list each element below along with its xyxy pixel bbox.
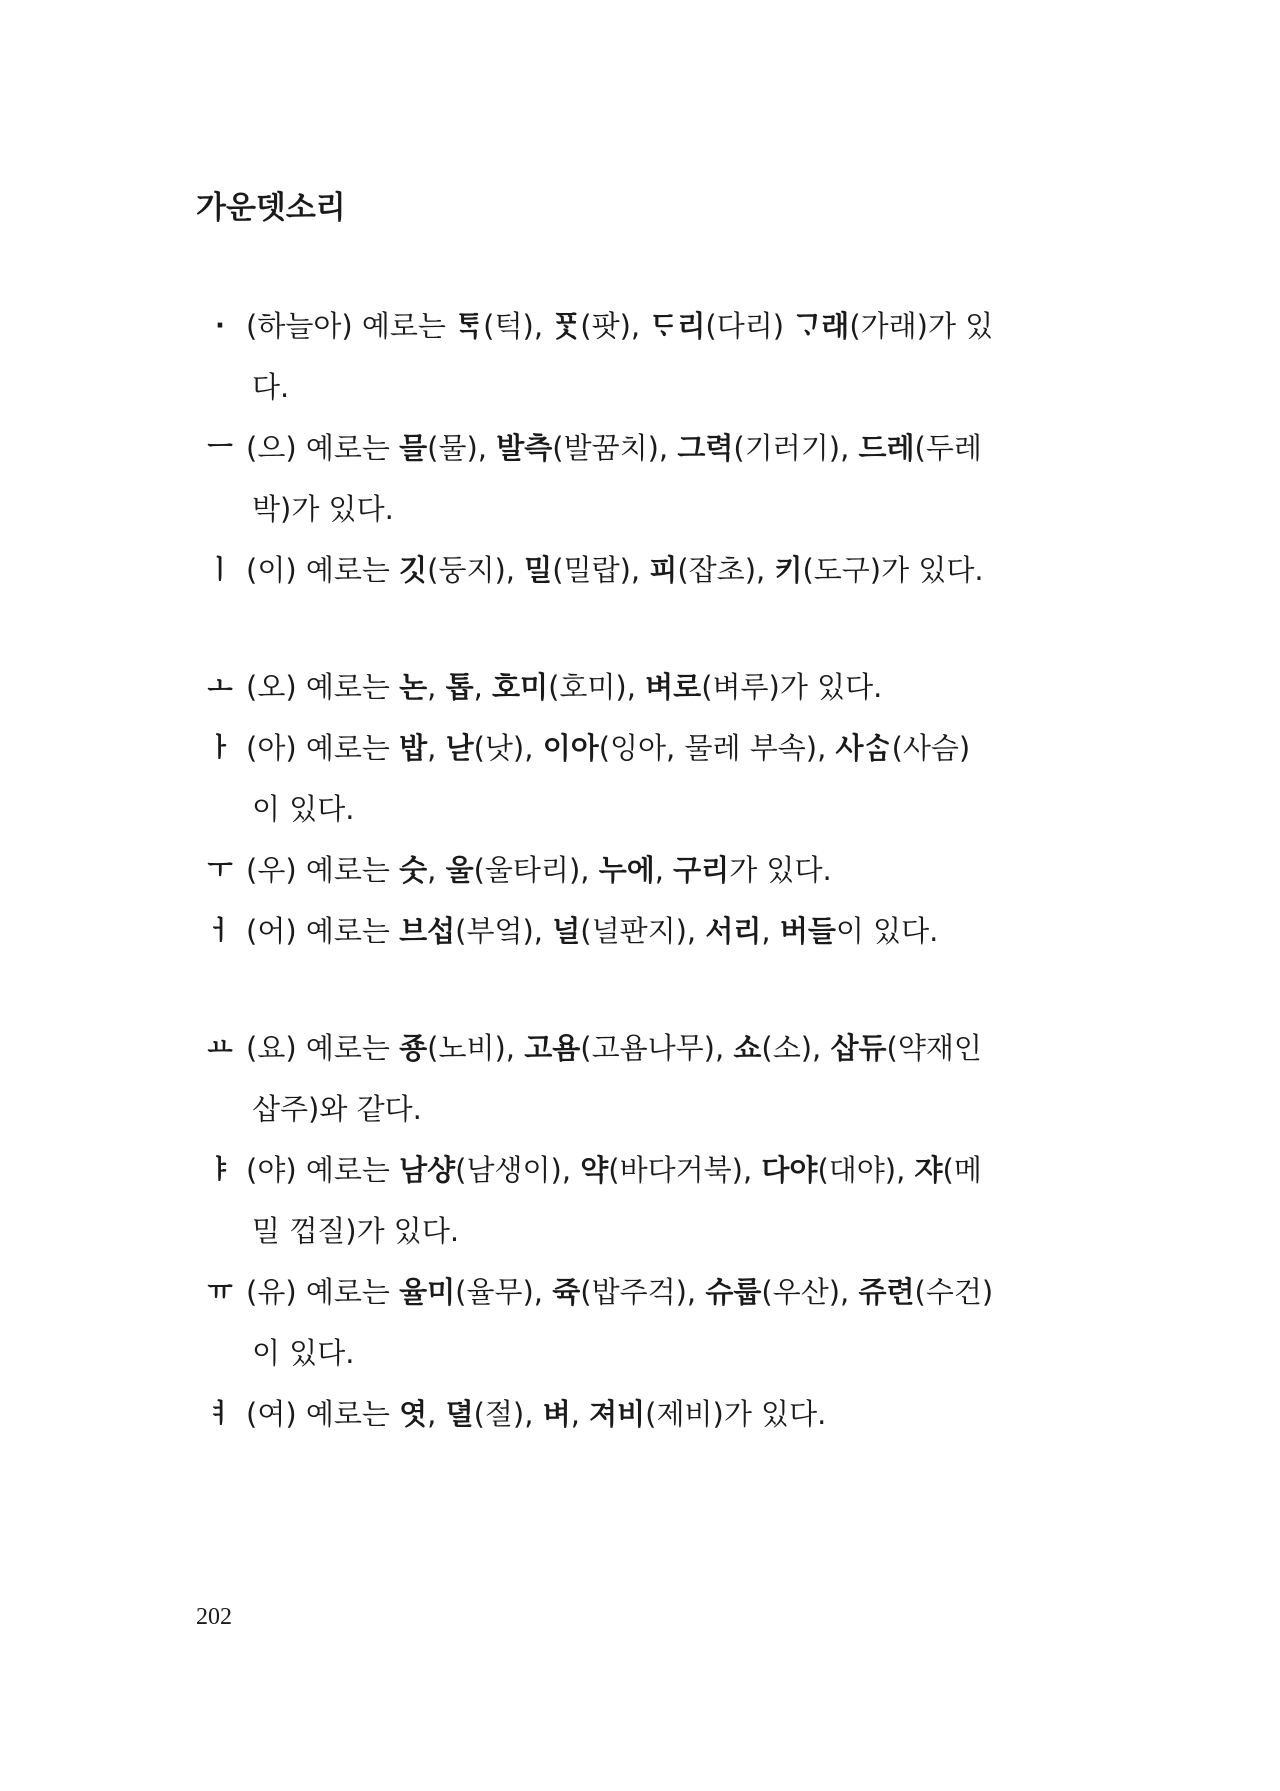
body-text: (소), (761, 1031, 831, 1065)
archaic-word: ᄐᆞᆨ (455, 309, 484, 343)
vowel-item (200, 1018, 1120, 1140)
vowel-item (200, 1384, 1120, 1445)
archaic-word: 죵 (399, 1031, 428, 1065)
text-line (246, 540, 1120, 601)
archaic-word: 밀 (524, 553, 553, 587)
vowel-item (200, 901, 1120, 962)
text-line (246, 357, 1120, 418)
group-spacer (200, 962, 1120, 1018)
body-text: (바다거북), (608, 1153, 762, 1187)
text-line (246, 1262, 1120, 1323)
body-text: (발꿈치), (552, 431, 678, 465)
vowel-item (200, 1262, 1120, 1384)
body-text: , (654, 853, 674, 887)
vowel-marker: ㅜ (207, 855, 233, 885)
vowel-marker: ㅑ (207, 1155, 233, 1185)
body-text: (밥주걱), (580, 1275, 706, 1309)
body-text: (절), (473, 1397, 543, 1431)
vowel-item (200, 657, 1120, 718)
archaic-word: 벼로 (645, 670, 702, 704)
archaic-word: ᄀᆞ래 (793, 309, 850, 343)
body-text: (턱), (483, 309, 553, 343)
archaic-word: 브섭 (399, 914, 456, 948)
body-text: , (427, 731, 446, 765)
text-line (246, 1018, 1120, 1079)
vowel-item (200, 1140, 1120, 1262)
archaic-word: ᄃᆞ리 (649, 309, 706, 343)
archaic-word: 벼 (542, 1397, 571, 1431)
body-text: (물), (427, 431, 497, 465)
body-text: 박)가 있다. (252, 492, 394, 526)
vowel-item (200, 718, 1120, 840)
text-line (246, 1079, 1120, 1140)
archaic-word: 삽듀 (830, 1031, 887, 1065)
archaic-word: 율미 (399, 1275, 456, 1309)
body-text: 삽주)와 같다. (252, 1092, 422, 1126)
archaic-word: 논 (399, 670, 428, 704)
archaic-word: 버들 (779, 914, 836, 948)
body-text: 이 있다. (252, 792, 355, 826)
text-line (246, 1323, 1120, 1384)
text-line (246, 657, 1120, 718)
archaic-word: 쥭 (552, 1275, 581, 1309)
vowel-marker: ㅕ (207, 1399, 233, 1429)
body-text: , (427, 1397, 446, 1431)
archaic-word: 남샹 (399, 1153, 456, 1187)
body-text: (기러기), (733, 431, 859, 465)
text-line (246, 1201, 1120, 1262)
archaic-word: 져비 (589, 1397, 646, 1431)
body-text: , (570, 1397, 590, 1431)
archaic-word: 약 (580, 1153, 609, 1187)
vowel-marker: ㅠ (207, 1277, 233, 1307)
archaic-word: 엿 (399, 1397, 428, 1431)
vowel-item (200, 418, 1120, 540)
vowel-marker: ㅓ (207, 916, 233, 946)
vowel-item (200, 296, 1120, 418)
page-number: 202 (196, 1604, 232, 1630)
body-text: (벼루)가 있다. (701, 670, 883, 704)
body-text: (도구)가 있다. (802, 553, 984, 587)
text-line (246, 901, 1120, 962)
body-text: (호미), (548, 670, 646, 704)
archaic-word: 누에 (598, 853, 655, 887)
vowel-marker: ㅗ (207, 672, 233, 702)
body-text: 가 있다. (729, 853, 832, 887)
body-text: (야) 예로는 (246, 1153, 400, 1187)
body-text: (남생이), (455, 1153, 581, 1187)
body-text: (낫), (473, 731, 543, 765)
body-text: 밀 껍질)가 있다. (252, 1214, 460, 1248)
body-text: (가래)가 있 (849, 309, 994, 343)
vowel-item (200, 540, 1120, 601)
body-text: (노비), (427, 1031, 525, 1065)
text-line (246, 840, 1120, 901)
body-text: 다. (252, 370, 290, 404)
body-text: , (427, 670, 446, 704)
body-text: (수건) (914, 1275, 994, 1309)
text-line (246, 296, 1120, 357)
archaic-word: ᄑᆞᆺ (552, 309, 581, 343)
archaic-word: 드레 (858, 431, 915, 465)
archaic-word: 구리 (673, 853, 730, 887)
body-text: (울타리), (473, 853, 599, 887)
body-text: (하늘아) 예로는 (246, 309, 456, 343)
body-text: (널판지), (580, 914, 706, 948)
body-text: (메 (942, 1153, 982, 1187)
archaic-word: 그력 (677, 431, 734, 465)
archaic-word: 뎔 (445, 1397, 474, 1431)
section-title: 가운뎃소리 (196, 190, 346, 226)
body-text: (약재인 (886, 1031, 982, 1065)
body-text: (잡초), (677, 553, 775, 587)
archaic-word: 널 (552, 914, 581, 948)
body-text: (아) 예로는 (246, 731, 400, 765)
archaic-word: 울 (445, 853, 474, 887)
archaic-word: 낟 (445, 731, 474, 765)
body-text: (사슴) (891, 731, 971, 765)
body-text: (둥지), (427, 553, 525, 587)
vowel-marker: ㅛ (207, 1033, 233, 1063)
text-line (246, 718, 1120, 779)
body-text: (잉아, 물레 부속), (598, 731, 836, 765)
vowel-marker: ㅡ (207, 433, 233, 463)
archaic-word: 쇼 (733, 1031, 762, 1065)
body-text: (두레 (914, 431, 982, 465)
body-text: , (761, 914, 780, 948)
archaic-word: 밥 (399, 731, 428, 765)
archaic-word: 숫 (399, 853, 428, 887)
archaic-word: 다야 (761, 1153, 818, 1187)
archaic-word: 피 (649, 553, 678, 587)
body-text: (으) 예로는 (246, 431, 400, 465)
archaic-word: 믈 (399, 431, 428, 465)
body-text: (다리) (705, 309, 794, 343)
body-text: (여) 예로는 (246, 1397, 400, 1431)
archaic-word: 키 (774, 553, 803, 587)
archaic-word: 쟈 (914, 1153, 943, 1187)
body-text: , (473, 670, 493, 704)
body-text: (우산), (761, 1275, 859, 1309)
body-text: (부엌), (455, 914, 553, 948)
body-text: (율무), (455, 1275, 553, 1309)
vowel-marker: ㅏ (207, 733, 233, 763)
body-text: (이) 예로는 (246, 553, 400, 587)
body-text: (팟), (580, 309, 650, 343)
archaic-word: 톱 (445, 670, 474, 704)
archaic-word: 깃 (399, 553, 428, 587)
text-line (246, 779, 1120, 840)
group-spacer (200, 601, 1120, 657)
archaic-word: 서리 (705, 914, 762, 948)
body-text: 이 있다. (252, 1336, 355, 1370)
archaic-word: 이아 (542, 731, 599, 765)
archaic-word: 발측 (496, 431, 553, 465)
body-text: (밀랍), (552, 553, 650, 587)
vowel-example-list (200, 296, 1120, 1445)
body-text: (오) 예로는 (246, 670, 400, 704)
body-text: (대야), (817, 1153, 915, 1187)
body-text: (유) 예로는 (246, 1275, 400, 1309)
text-line (246, 479, 1120, 540)
text-line (246, 1140, 1120, 1201)
archaic-word: 사ᄉᆞᆷ (835, 731, 892, 765)
text-line (246, 1384, 1120, 1445)
archaic-word: 슈룹 (705, 1275, 762, 1309)
vowel-item (200, 840, 1120, 901)
body-text: (고욤나무), (580, 1031, 734, 1065)
vowel-marker: ㅣ (207, 555, 233, 585)
body-text: (요) 예로는 (246, 1031, 400, 1065)
body-text: , (427, 853, 446, 887)
body-text: (우) 예로는 (246, 853, 400, 887)
archaic-word: 쥬련 (858, 1275, 915, 1309)
body-text: (어) 예로는 (246, 914, 400, 948)
archaic-word: 호미 (492, 670, 549, 704)
body-text: 이 있다. (835, 914, 939, 948)
vowel-marker: · (215, 311, 225, 341)
archaic-word: 고욤 (524, 1031, 581, 1065)
body-text: (제비)가 있다. (645, 1397, 827, 1431)
text-line (246, 418, 1120, 479)
